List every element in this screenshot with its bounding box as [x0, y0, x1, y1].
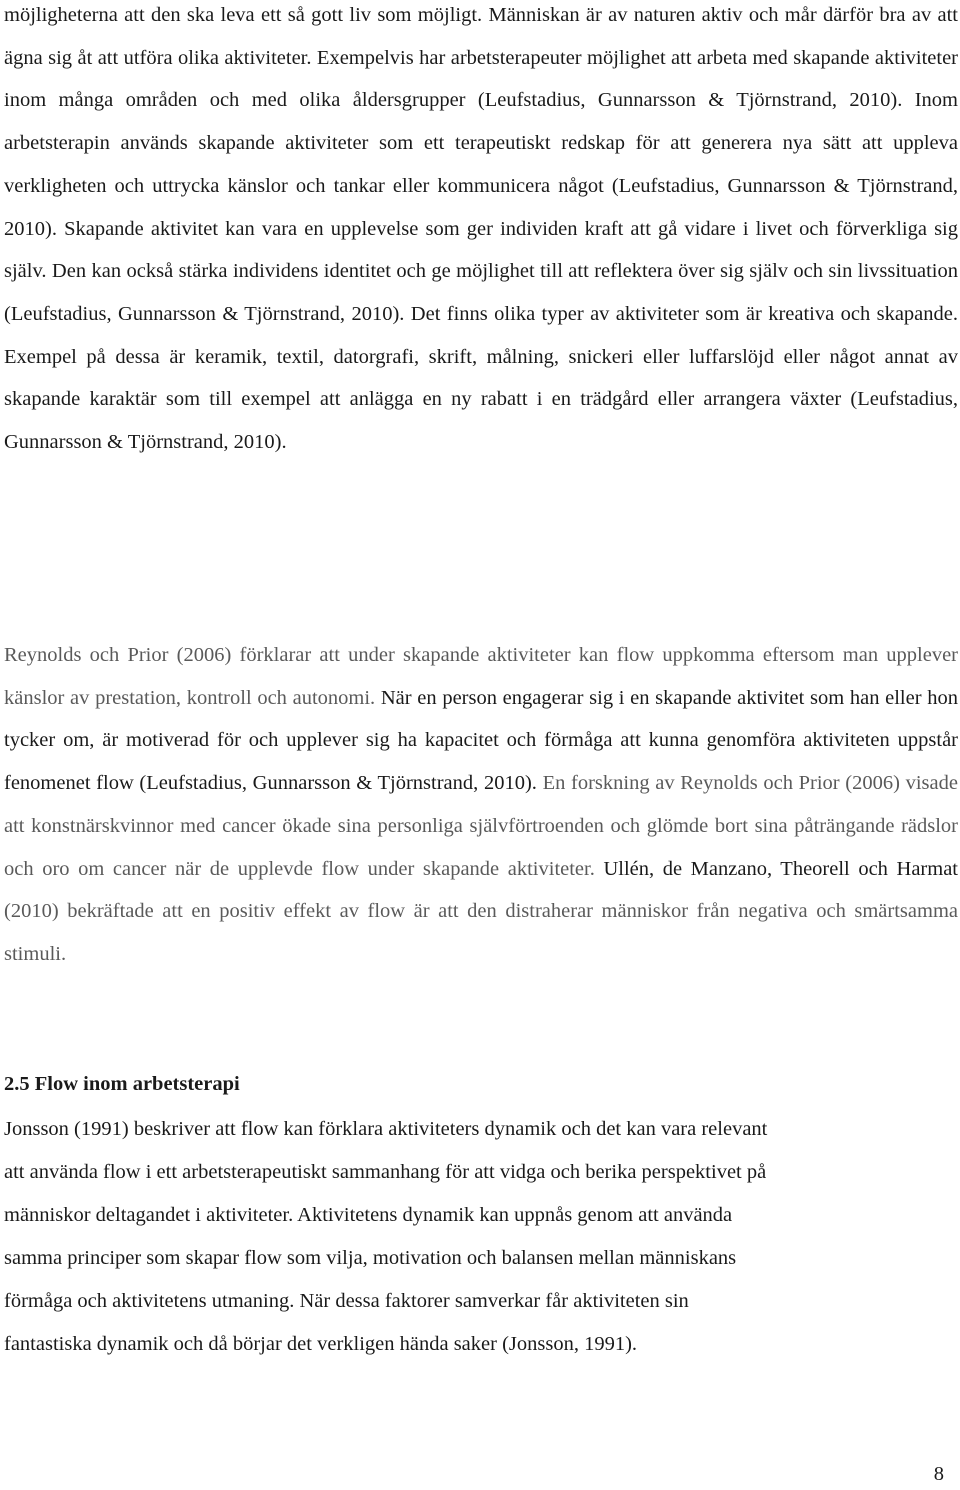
- paragraph-line: fantastiska dynamik och då börjar det verkligen hända saker (Jonsson, 1991).: [4, 1333, 638, 1355]
- body-paragraph: [4, 0, 958, 464]
- paragraph-line: människor deltagandet i aktiviteter. Aktivitetens dynamik kan uppnås genom att använda: [4, 1204, 733, 1226]
- body-paragraph: [4, 634, 958, 976]
- paragraph-text: Reynolds och Prior (2006) förklarar att under skapande aktiviteter kan flow uppkomma eftersom man upplever känslor av prestation, kontroll och autonomi.: [4, 644, 958, 709]
- paragraph-line: att använda flow i ett arbetsterapeutiskt sammanhang för att vidga och berika perspektivet på: [4, 1161, 767, 1183]
- paragraph-text: När en person engagerar sig i en skapande aktivitet som han eller hon tycker om, är motiverad för och upplever sig ha kapacitet och förmåga att kunna genomföra aktiviteten uppstår fenomenet flow (Leufstadius, Gunnarsson & Tjörnstrand, 2010).: [4, 686, 958, 795]
- section-heading: 2.5 Flow inom arbetsterapi: [4, 1073, 240, 1095]
- paragraph-line: samma principer som skapar flow som vilja, motivation och balansen mellan människans: [4, 1247, 737, 1269]
- page-number: 8: [933, 1463, 944, 1485]
- paragraph-line: förmåga och aktivitetens utmaning. När dessa faktorer samverkar får aktiviteten sin: [4, 1290, 689, 1312]
- paragraph-text: Skapande aktivitet kan vara en upplevelse som ger individen kraft att gå vidare i livet och förverkliga sig själv. Den kan också stärka individens identitet och ge möjlighet till att reflektera över sig själv och sin livssituation (Leufstadius, Gunnarsson & Tjörnstrand, 2010). Det finns olika typer av aktiviteter som är kreativa och skapande. Exempel på dessa är keramik, textil, datorgrafi, skrift, målning, snickeri eller luffarslöjd eller något annat av skapande karaktär som till exempel att anlägga en ny rabatt i en trädgård eller arrangera växter (Leufstadius, Gunnarsson & Tjörnstrand, 2010).: [4, 217, 958, 454]
- paragraph-line: Jonsson (1991) beskriver att flow kan förklara aktiviteters dynamik och det kan vara relevant: [4, 1118, 768, 1140]
- paragraph-text: En forskning av Reynolds och Prior (2006) visade att konstnärskvinnor med cancer ökade sina personliga självförtroenden och glömde bort sina påträngande rädslor och oro om cancer när de upplevde flow under skapande aktiviteter.: [4, 772, 958, 880]
- paragraph-text: möjligheterna att den ska leva ett så gott liv som möjligt. Människan är av naturen aktiv och mår därför bra av att ägna sig åt att utföra olika aktiviteter. Exempelvis har arbetsterapeuter möjlighet att arbeta med skapande aktiviteter inom många områden och med olika åldersgrupper (Leufstadius, Gunnarsson & Tjörnstrand, 2010). Inom arbetsterapin används skapande aktiviteter som ett terapeutiskt redskap för att generera nya sätt att uppleva verkligheten och uttrycka känslor och tankar eller kommunicera något (Leufstadius, Gunnarsson & Tjörnstrand, 2010).: [4, 4, 958, 240]
- body-paragraph: [4, 1108, 958, 1366]
- paragraph-text: Ullén, de Manzano, Theorell och Harmat: [594, 857, 958, 880]
- paragraph-text: (2010) bekräftade att en positiv effekt av flow är att den distraherar människor från negativa och smärtsamma stimuli.: [4, 900, 958, 965]
